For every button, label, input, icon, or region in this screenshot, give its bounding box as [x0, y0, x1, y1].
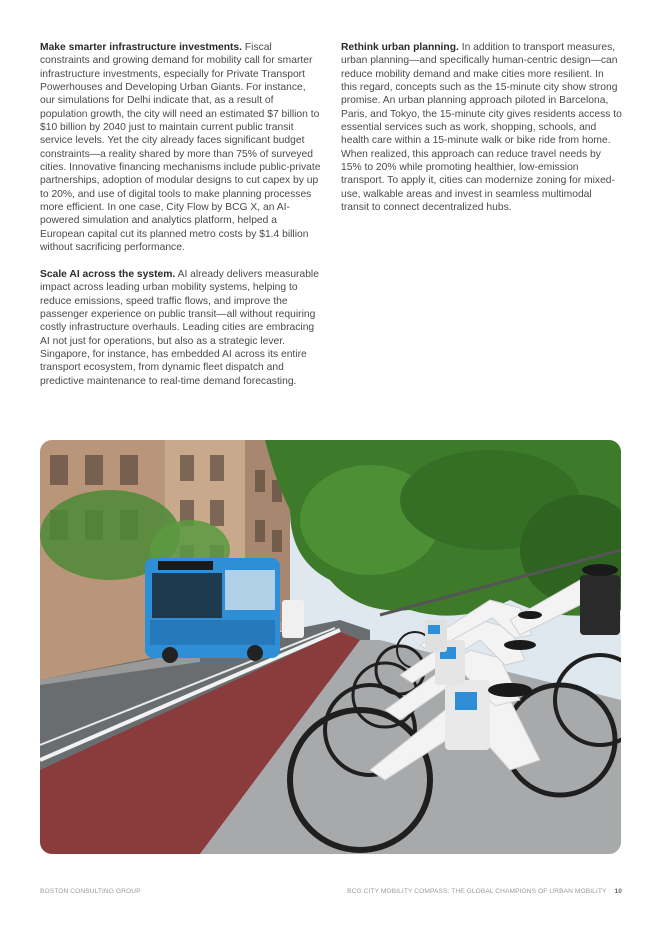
- paragraph-infrastructure: [40, 41, 321, 255]
- heading-planning: Rethink urban planning.: [341, 42, 459, 53]
- footer-report-title: BCG CITY MOBILITY COMPASS: THE GLOBAL CHAMPIONS OF URBAN MOBILITY: [347, 888, 607, 895]
- right-column: [341, 41, 622, 228]
- street-bike-share-photo: [40, 440, 621, 854]
- paragraph-ai: [40, 268, 321, 388]
- bus: [145, 558, 280, 663]
- paragraph-planning: [341, 41, 622, 214]
- text-infrastructure: Fiscal constraints and growing demand for mobility call for smarter infrastructure investments, especially for Private Transport Powerhouses and Developing Urban Giants. For instance, our simulations for Delhi indicate that, as a result of population growth, the city will need an estimated $7 billion to $10 billion by 2040 just to maintain current public transit service levels. Yet the city already faces significant budget constraints—a reality shared by more than 75% of surveyed cities. Innovative financing mechanisms include public-private partnerships, adoption of modular designs to cut capex by up to 20%, and use of digital tools to make planning processes more efficient. In one case, City Flow by BCG X, an AI-powered simulation and analytics platform, helped a European capital cut its planned metro costs by $1.4 billion without sacrificing performance.: [40, 42, 321, 254]
- text-planning: In addition to transport measures, urban planning—and specifically human-centric design—can reduce mobility demand and make cities more resilient. In this regard, concepts such as the 15-minute city show strong promise. An urban planning approach piloted in Barcelona, Paris, and Tokyo, the 15-minute city gives residents access to essential services such as work, shopping, schools, and health care within a 15-minute walk or bike ride from home. When realized, this approach can reduce travel needs by 15% to 20% while promoting healthier, low-emission transport. To apply it, cities can modernize zoning for mixed-use, walkable areas and invest in seamless multimodal transit to connect decentralized hubs.: [341, 42, 622, 214]
- text-ai: AI already delivers measurable impact across leading urban mobility systems, helping to reduce emissions, speed traffic flows, and improve the passenger experience on public transit—all without requiring costly infrastructure overhauls. Leading cities are embracing AI not just for operations, but also as a strategic lever. Singapore, for instance, has embedded AI across its entire transport ecosystem, from dynamic fleet dispatch and predictive maintenance to real-time demand forecasting.: [40, 268, 319, 387]
- footer-title: [347, 888, 622, 895]
- footer-publisher: BOSTON CONSULTING GROUP: [40, 888, 141, 895]
- left-column: [40, 41, 321, 401]
- heading-ai: Scale AI across the system.: [40, 268, 176, 280]
- heading-infrastructure: Make smarter infrastructure investments.: [40, 42, 243, 53]
- page-number: 10: [614, 888, 622, 895]
